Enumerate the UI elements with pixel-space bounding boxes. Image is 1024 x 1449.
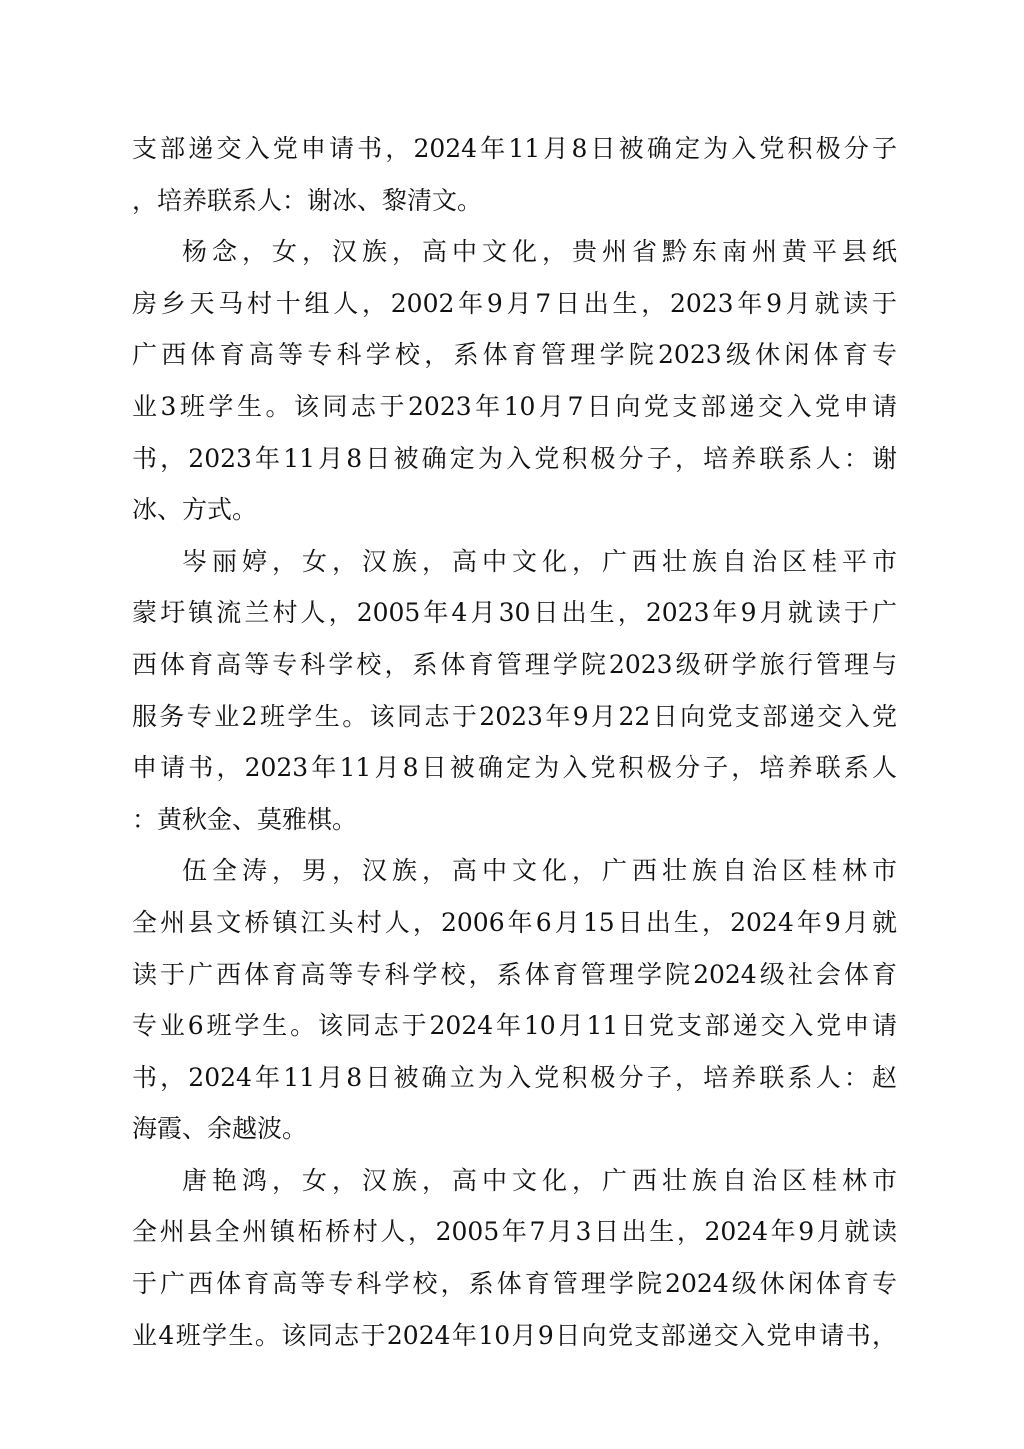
text-line: 于广西体育高等专科学校，系体育管理学院2024级休闲体育专 xyxy=(132,1269,897,1299)
text-line: 蒙圩镇流兰村人，2005年4月30日出生，2023年9月就读于广 xyxy=(132,598,897,628)
text-line: 全州县全州镇柘桥村人，2005年7月3日出生，2024年9月就读 xyxy=(132,1217,897,1247)
document-body xyxy=(132,130,897,1368)
text-line: 业3班学生。该同志于2023年10月7日向党支部递交入党申请 xyxy=(132,391,897,421)
text-line: 房乡天马村十组人，2002年9月7日出生，2023年9月就读于 xyxy=(132,288,897,318)
text-line: 申请书，2023年11月8日被确定为入党积极分子，培养联系人 xyxy=(132,753,897,783)
text-line: 读于广西体育高等专科学校，系体育管理学院2024级社会体育 xyxy=(132,959,897,989)
paragraph-start-wu-quantao: 伍全涛，男，汉族，高中文化，广西壮族自治区桂林市 xyxy=(182,856,897,886)
paragraph-start-yang-nian: 杨念，女，汉族，高中文化，贵州省黔东南州黄平县纸 xyxy=(182,237,897,267)
text-line: 全州县文桥镇江头村人，2006年6月15日出生，2024年9月就 xyxy=(132,907,897,937)
text-line: 服务专业2班学生。该同志于2023年9月22日向党支部递交入党 xyxy=(132,701,897,731)
paragraph-start-tang-yanhong: 唐艳鸿，女，汉族，高中文化，广西壮族自治区桂林市 xyxy=(182,1165,897,1195)
text-line: 业4班学生。该同志于2024年10月9日向党支部递交入党申请书， xyxy=(132,1320,897,1350)
text-line: ，培养联系人：谢冰、黎清文。 xyxy=(132,185,483,215)
text-line: 西体育高等专科学校，系体育管理学院2023级研学旅行管理与 xyxy=(132,649,897,679)
paragraph-start-cen-liting: 岑丽婷，女，汉族，高中文化，广西壮族自治区桂平市 xyxy=(182,546,897,576)
text-line: 支部递交入党申请书，2024年11月8日被确定为入党积极分子 xyxy=(132,134,897,163)
text-line: 广西体育高等专科学校，系体育管理学院2023级休闲体育专 xyxy=(132,340,897,370)
text-line: ：黄秋金、莫雅棋。 xyxy=(132,804,358,834)
text-line: 冰、方式。 xyxy=(132,495,258,525)
text-line: 专业6班学生。该同志于2024年10月11日党支部递交入党申请 xyxy=(132,1011,897,1041)
text-line: 海霞、余越波。 xyxy=(132,1114,308,1144)
text-line: 书，2023年11月8日被确定为入党积极分子，培养联系人：谢 xyxy=(132,443,897,473)
text-line: 书，2024年11月8日被确立为入党积极分子，培养联系人：赵 xyxy=(132,1062,897,1092)
